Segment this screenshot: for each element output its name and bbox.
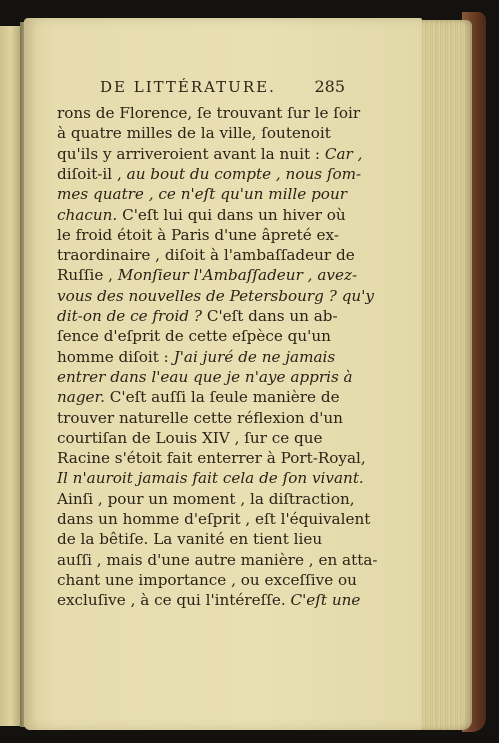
italic-text: chacun. (57, 205, 118, 224)
text-line (57, 347, 337, 367)
italic-text: entrer dans l'eau que je n'aye appris à (57, 367, 353, 386)
roman-text: excluſive , à ce qui l'intéreſſe. (57, 591, 291, 610)
text-line (57, 448, 366, 468)
text-line (57, 529, 337, 549)
italic-text: au bout du compte , nous ſom- (126, 164, 362, 183)
text-line (57, 408, 343, 428)
roman-text: Racine s'étoit fait enterrer à Port-Royal, (57, 449, 366, 468)
text-line (57, 326, 337, 346)
roman-text: à quatre milles de la ville, ſoutenoit (57, 124, 331, 143)
text-line (57, 387, 340, 407)
roman-text: de la bêtiſe. La vanité en tient lieu (57, 530, 323, 549)
text-line (57, 468, 364, 488)
roman-text: trouver naturelle cette réflexion d'un (57, 408, 343, 427)
text-line (57, 306, 337, 326)
roman-text: C'eſt dans un ab- (202, 307, 338, 325)
italic-text: dit-on de ce froid ? (57, 307, 203, 325)
roman-text: Ruſſie , (57, 266, 118, 285)
roman-text: rons de Florence, ſe trouvant ſur le ſoir (57, 104, 361, 122)
roman-text: le froid étoit à Paris d'une âpreté ex- (57, 225, 339, 244)
page-stack-edge (416, 20, 472, 730)
text-line (57, 245, 355, 265)
text-line (57, 184, 347, 204)
roman-text: C'eſt auſſi la ſeule manière de (104, 388, 340, 407)
roman-text: courtiſan de Louis XIV , ſur ce que (57, 428, 323, 447)
text-line (57, 225, 337, 245)
roman-text: auſſi , mais d'une autre manière , en atta- (57, 550, 378, 569)
text-line (57, 123, 337, 143)
running-head (100, 78, 345, 100)
text-line (57, 428, 337, 448)
italic-text: Monſieur l'Ambaſſadeur , avez- (117, 266, 358, 285)
text-line (57, 590, 361, 610)
text-line (57, 570, 357, 590)
text-line (57, 205, 346, 225)
text-line (57, 489, 355, 509)
roman-text: qu'ils y arriveroient avant la nuit : (57, 144, 325, 163)
italic-text: mes quatre , ce n'eſt qu'un mille pour (57, 185, 347, 204)
italic-text: Il n'auroit jamais fait cela de ſon vivant. (57, 469, 364, 488)
roman-text: dans un homme d'eſprit , eſt l'équivalent (57, 510, 371, 528)
roman-text: C'eſt lui qui dans un hiver où (117, 205, 346, 224)
italic-text: vous des nouvelles de Petersbourg ? qu'y (57, 286, 374, 305)
text-line (57, 509, 371, 529)
left-page-edge (0, 26, 21, 726)
roman-text: traordinaire , diſoit à l'ambaſſadeur de (57, 246, 355, 265)
text-line (57, 286, 374, 306)
running-head-title: DE LITTÉRATURE. (100, 78, 276, 96)
roman-text: homme diſoit : (57, 347, 174, 366)
italic-text: C'eſt une (290, 591, 361, 610)
italic-text: Car , (324, 144, 363, 163)
italic-text: nager. (57, 388, 105, 407)
text-line (57, 103, 361, 123)
roman-text: chant une importance , ou exceſſive ou (57, 570, 357, 589)
page-number: 285 (314, 77, 345, 96)
text-line (57, 550, 378, 570)
text-line (57, 164, 362, 184)
text-line (57, 265, 358, 285)
text-line (57, 144, 363, 164)
italic-text: J'ai juré de ne jamais (173, 347, 336, 366)
roman-text: diſoit-il , (57, 164, 127, 183)
roman-text: Ainſi , pour un moment , la diſtraction, (57, 489, 355, 508)
text-line (57, 367, 353, 387)
roman-text: ſence d'eſprit de cette eſpèce qu'un (57, 327, 331, 346)
